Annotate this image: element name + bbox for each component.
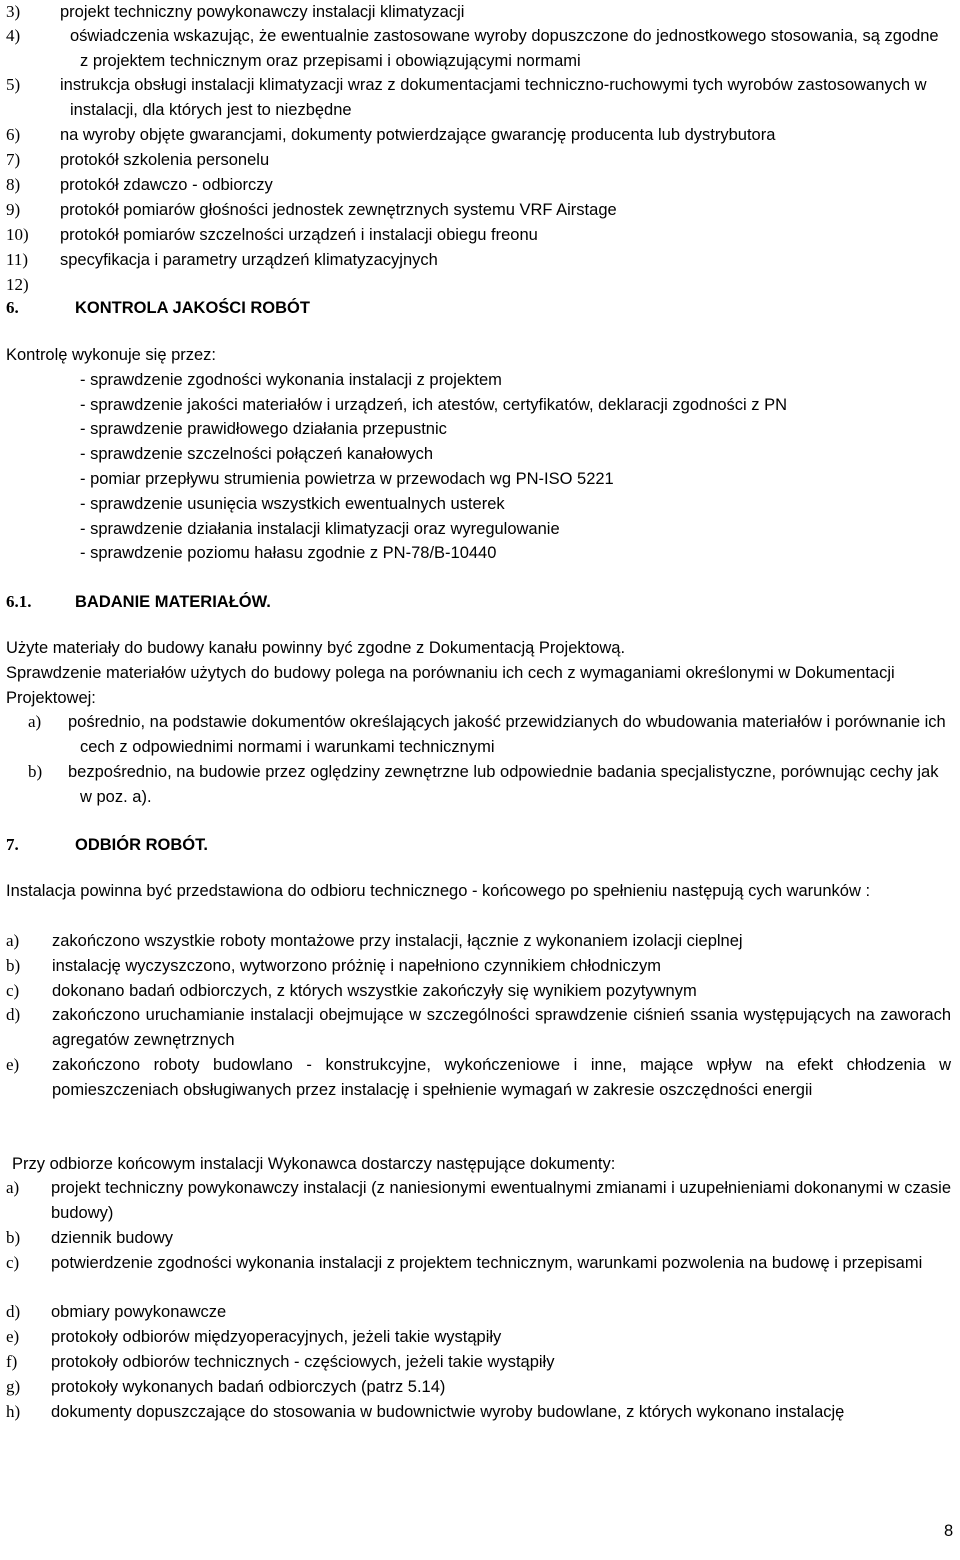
list-text: projekt techniczny powykonawczy instalacji (z naniesionymi ewentualnymi zmianami i uzupełnieniami dokonanymi w czasie budowy) [51,1179,951,1222]
list-number: h) [6,1402,21,1421]
paragraph: Instalacja powinna być przedstawiona do odbioru technicznego - końcowego po spełnieniu następują cych warunków : [6,882,871,900]
list-item [6,1176,951,1226]
list-item [6,73,951,123]
paragraph: Użyte materiały do budowy kanału powinny być zgodne z Dokumentacją Projektową. [6,639,626,657]
list-item [6,1300,951,1325]
list-text: potwierdzenie zgodności wykonania instalacji z projektem technicznym, warunkami pozwolenia na budowę i przepisami [51,1254,923,1272]
list-item [6,1053,951,1103]
list-text: protokoły odbiorów międzyoperacyjnych, jeżeli takie wystąpiły [51,1328,502,1346]
section-number: 6.1. [6,592,32,611]
list-number: e) [6,1055,20,1074]
check-item: - sprawdzenie prawidłowego działania przepustnic [80,420,447,438]
list-item [6,710,951,760]
section-number: 7. [6,835,19,854]
list-item [6,1375,951,1400]
list-number: b) [6,956,21,975]
list-text: projekt techniczny powykonawczy instalacji klimatyzacji [60,3,465,21]
list-item [6,1226,951,1251]
list-text: instrukcja obsługi instalacji klimatyzacji wraz z dokumentacjami techniczno-ruchowymi tych wyrobów zastosowanych w instalacji, dla których jest to niezbędne [60,76,927,119]
list-number: 6) [6,125,21,144]
section-number: 6. [6,298,19,317]
list-item [6,1350,951,1375]
list-text: protokół pomiarów szczelności urządzeń i instalacji obiegu freonu [60,226,538,244]
check-item: - sprawdzenie szczelności połączeń kanałowych [80,445,434,463]
list-number: 7) [6,150,21,169]
list-text: dokumenty dopuszczające do stosowania w budownictwie wyroby budowlane, z których wykonano instalację [51,1403,845,1421]
list-text: zakończono uruchamianie instalacji obejmujące w szczególności sprawdzenie ciśnień ssania występujących na zaworach agregatów zewnętrznych [52,1006,951,1049]
list-item [6,0,951,25]
check-item: - pomiar przepływu strumienia powietrza w przewodach wg PN-ISO 5221 [80,470,614,488]
list-text: na wyroby objęte gwarancjami, dokumenty potwierdzające gwarancję producenta lub dystrybutora [60,126,776,144]
list-item [6,148,951,173]
list-item [6,1325,951,1350]
list-number: 4) [6,26,21,45]
list-item [6,954,951,979]
section-title: ODBIÓR ROBÓT. [75,836,208,854]
list-number: 5) [6,75,21,94]
list-number: 9) [6,200,21,219]
list-number: b) [6,1228,21,1247]
list-text: obmiary powykonawcze [51,1303,227,1321]
list-text: protokół pomiarów głośności jednostek zewnętrznych systemu VRF Airstage [60,201,617,219]
list-item [6,929,951,954]
list-text: oświadczenia wskazując, że ewentualnie zastosowane wyroby dopuszczone do jednostkowego stosowania, są zgodne z projektem technicznym oraz przepisami i obowiązującymi normami [70,27,939,70]
list-text: protokół zdawczo - odbiorczy [60,176,273,194]
list-item [6,198,951,223]
list-text: dokonano badań odbiorczych, z których wszystkie zakończyły się wynikiem pozytywnym [52,982,697,1000]
list-number: e) [6,1327,20,1346]
section-6-intro: Kontrolę wykonuje się przez: [6,346,217,364]
list-number: a) [28,712,42,731]
check-item: - sprawdzenie jakości materiałów i urządzeń, ich atestów, certyfikatów, deklaracji zgodności z PN [80,396,788,414]
list-item [6,1400,951,1425]
list-number: 8) [6,175,21,194]
list-text: zakończono roboty budowlano - konstrukcyjne, wykończeniowe i inne, mające wpływ na efekt chłodzenia w pomieszczeniach obsługiwanych przez instalację i spełnienie wymagań w zakresie oszczędności energii [52,1056,951,1099]
list-item [6,1003,951,1053]
list-number: c) [6,1253,20,1272]
list-text: specyfikacja i parametry urządzeń klimatyzacyjnych [60,251,438,269]
list-number: d) [6,1302,21,1321]
list-item [6,24,951,74]
list-number: 10) [6,225,29,244]
list-item [6,223,951,248]
list-text: protokół szkolenia personelu [60,151,270,169]
section-title: BADANIE MATERIAŁÓW. [75,593,271,611]
paragraph: Sprawdzenie materiałów użytych do budowy polega na porównaniu ich cech z wymaganiami określonymi w Dokumentacji Projektowej: [6,664,895,707]
list-text: protokoły wykonanych badań odbiorczych (patrz 5.14) [51,1378,446,1396]
list-text: bezpośrednio, na budowie przez oględziny zewnętrzne lub odpowiednie badania specjalistyczne, porównując cechy jak w poz. a). [68,763,939,806]
list-item [6,760,951,810]
list-item [6,173,951,198]
list-text: zakończono wszystkie roboty montażowe przy instalacji, łącznie z wykonaniem izolacji cieplnej [52,932,743,950]
list-text: protokoły odbiorów technicznych - częściowych, jeżeli takie wystąpiły [51,1353,555,1371]
page-number: 8 [944,1522,954,1540]
list-number: d) [6,1005,21,1024]
list-text: pośrednio, na podstawie dokumentów określających jakość przewidzianych do wbudowania materiałów i porównanie ich cech z odpowiednimi normami i warunkami technicznymi [68,713,946,756]
list-number: 12) [6,275,29,294]
list-text: dziennik budowy [51,1229,173,1247]
list-item [6,1251,951,1276]
list-text: instalację wyczyszczono, wytworzono próżnię i napełniono czynnikiem chłodniczym [52,957,661,975]
list-item [6,248,951,273]
section-title: KONTROLA JAKOŚCI ROBÓT [75,299,310,317]
check-item: - sprawdzenie zgodności wykonania instalacji z projektem [80,371,502,389]
list-number: 3) [6,2,21,21]
check-item: - sprawdzenie działania instalacji klimatyzacji oraz wyregulowanie [80,520,560,538]
check-item: - sprawdzenie usunięcia wszystkich ewentualnych usterek [80,495,505,513]
list-number: a) [6,931,20,950]
list-item [6,123,951,148]
list-number: g) [6,1377,21,1396]
list-number: c) [6,981,20,1000]
check-item: - sprawdzenie poziomu hałasu zgodnie z PN-78/B-10440 [80,544,497,562]
list-number: 11) [6,250,29,269]
list-number: a) [6,1178,20,1197]
list-number: b) [28,762,43,781]
paragraph: Przy odbiorze końcowym instalacji Wykonawca dostarczy następujące dokumenty: [12,1155,616,1173]
list-number: f) [6,1352,18,1371]
list-item [6,979,951,1004]
